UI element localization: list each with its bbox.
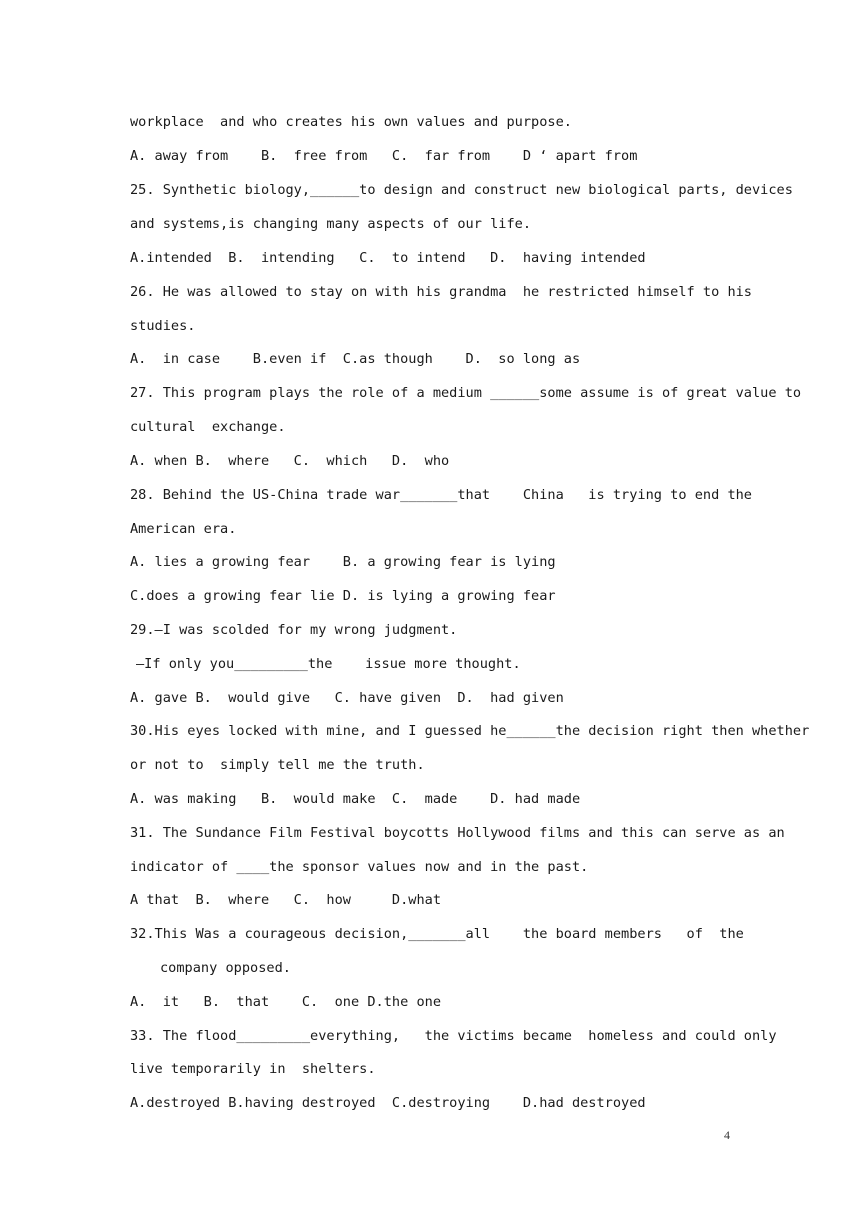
- text-line: indicator of ____the sponsor values now and in the past.: [130, 859, 589, 875]
- question-25: 25. Synthetic biology,______to design and construct new biological parts, devices: [130, 182, 793, 198]
- question-29: 29.—I was scolded for my wrong judgment.: [130, 622, 458, 638]
- text-line: or not to simply tell me the truth.: [130, 757, 425, 773]
- text-line: and systems,is changing many aspects of our life.: [130, 216, 532, 232]
- options-33: A.destroyed B.having destroyed C.destroying D.had destroyed: [130, 1095, 646, 1111]
- question-28: 28. Behind the US-China trade war_______that China is trying to end the: [130, 487, 752, 503]
- question-33: 33. The flood_________everything, the victims became homeless and could only: [130, 1028, 777, 1044]
- options-29: A. gave B. would give C. have given D. had given: [130, 690, 564, 706]
- options-32: A. it B. that C. one D.the one: [130, 994, 441, 1010]
- text-line: live temporarily in shelters.: [130, 1061, 376, 1077]
- text-line: cultural exchange.: [130, 419, 286, 435]
- options-26: A. in case B.even if C.as though D. so long as: [130, 351, 581, 367]
- question-26: 26. He was allowed to stay on with his grandma he restricted himself to his: [130, 284, 752, 300]
- question-32: 32.This Was a courageous decision,_______all the board members of the: [130, 926, 744, 942]
- question-31: 31. The Sundance Film Festival boycotts Hollywood films and this can serve as an: [130, 825, 785, 841]
- question-30: 30.His eyes locked with mine, and I guessed he______the decision right then whether: [130, 723, 810, 739]
- options-30: A. was making B. would make C. made D. had made: [130, 791, 581, 807]
- page-number: 4: [724, 1128, 730, 1142]
- text-line: —If only you_________the issue more thought.: [136, 656, 521, 672]
- options-28: C.does a growing fear lie D. is lying a growing fear: [130, 588, 556, 604]
- options-31: A that B. where C. how D.what: [130, 892, 441, 908]
- text-line: studies.: [130, 318, 196, 334]
- text-line: workplace and who creates his own values and purpose.: [130, 114, 572, 130]
- options-25: A.intended B. intending C. to intend D. having intended: [130, 250, 646, 266]
- options-27: A. when B. where C. which D. who: [130, 453, 450, 469]
- text-line: company opposed.: [160, 960, 291, 976]
- text-line: A. away from B. free from C. far from D ‘ apart from: [130, 148, 638, 164]
- text-line: American era.: [130, 521, 237, 537]
- question-27: 27. This program plays the role of a medium ______some assume is of great value to: [130, 385, 802, 401]
- options-28: A. lies a growing fear B. a growing fear is lying: [130, 554, 556, 570]
